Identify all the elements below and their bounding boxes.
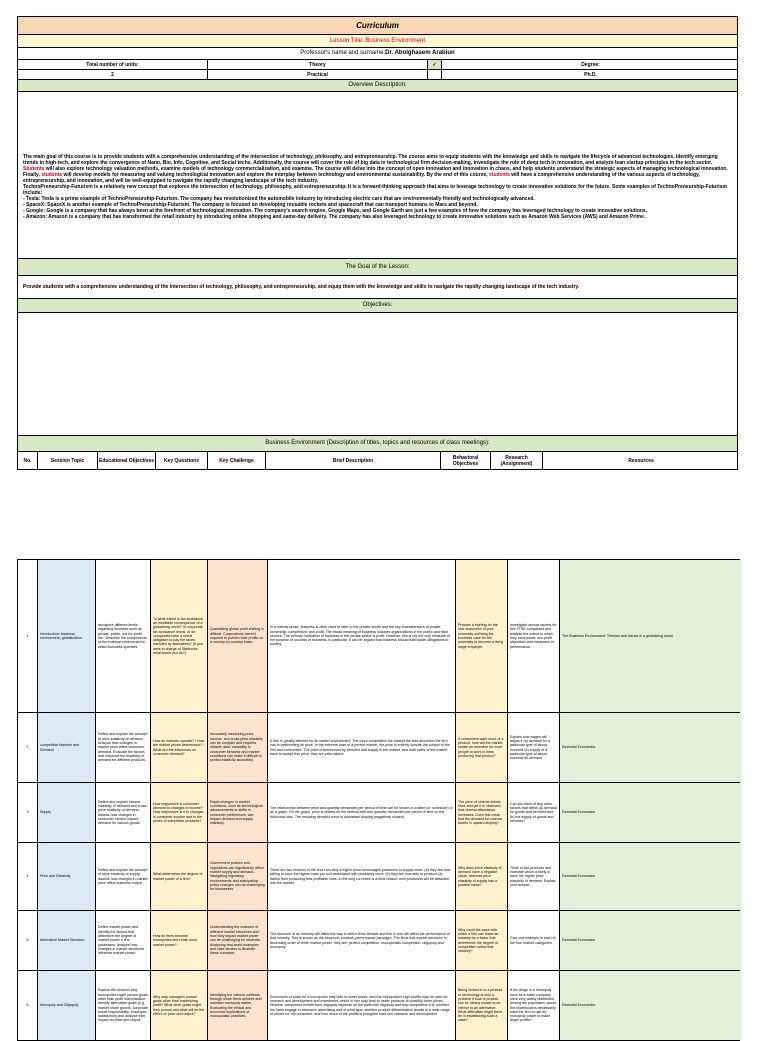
overview-text-highlight: students xyxy=(489,172,510,178)
session-questions: To what extent is tax avoidance an inevitable consequence of a globalizing world? Or corporate tax avoidance moral, or do companies have a moral obligation to pay the taxes intended by lawmakers? (If you were in charge of Starbucks what would you do?) xyxy=(151,560,208,712)
objectives-heading-row xyxy=(17,299,738,313)
column-header: No. xyxy=(18,452,38,469)
meetings-columns-row xyxy=(17,452,738,470)
session-challenge: Quantifying global profit shifting is difficult. Corporations weren't required to publish their profits on a country-by-country basis. xyxy=(208,560,268,712)
lesson-title-row xyxy=(17,35,738,48)
session-behavioral: The price of cinema tickets rises and yet it is observed that cinema attendance increases. Does this mean that the demand for cinema tickets is upward sloping? xyxy=(456,783,508,842)
session-brief: A firm is greatly affected by its market environment. The more competitive the market the less discretion the firm has in determining its price. In the extreme case of a perfect market, the price is entirely outside the control of the firm and consumers. The price is determined by demand and supply in the market, and both sides of the market have to accept this price: they are price takers. xyxy=(268,713,456,782)
overview-heading: Overview Description: xyxy=(348,82,407,88)
session-topic: Introduction: business environment, globalization xyxy=(38,560,96,712)
session-topic: competitive Markets and Demand xyxy=(38,713,96,782)
session-questions: How do firms become monopolies and retain such market power? xyxy=(151,911,208,970)
session-resources: Essential Economics xyxy=(560,971,741,1040)
session-number: 5 xyxy=(18,911,38,970)
overview-text-highlight: Students xyxy=(23,166,45,172)
session-behavioral: Why could the ease with which a firm can leave an industry be a factor that determines the degree of competition within that industry? xyxy=(456,911,508,970)
overview-body xyxy=(17,92,738,259)
session-research: Explain how wages will adjust if (a) demand for a particular type of labour exceeds (b) supply of a particular type of labour exceeds its demand. xyxy=(508,713,560,782)
overview-text-part: The main goal of this course is to provide students with a comprehensive understanding of the intersection of technology, philosophy, and entrepreneurship. The course aims to equip students with the knowledge and skills to navigate the lifecycle of advanced technologies, identify emerging trends in high-tech, and explore the convergence of Nano, Bio, Info, Cognitive, and Social techs. Additionally, the course will cover the role of big data in technological firm decision-making, investigate the role of deep tech in innovation, and analyze lean startup principles in the tech sector. xyxy=(23,154,718,166)
column-header: Key Questions xyxy=(156,452,208,469)
session-research: Think of two products and estimate which is likely to have the higher price elasticity of demand. Explain your answer. xyxy=(508,843,560,910)
session-objectives: Define and explain the concept of price elasticity of demand. Analyze how changes in market price affect consumer demand. Evaluate the factors that influence the elasticity of demand for different products. xyxy=(96,713,151,782)
professor-label: Professor's name and surname: xyxy=(300,50,386,56)
session-research: Can you think of any other factors that affect (a) demand for goods and services and (b) the supply of goods and services? xyxy=(508,783,560,842)
practical-label: Practical xyxy=(208,70,428,79)
session-behavioral: Why does price elasticity of demand have a negative value, whereas price elasticity of supply has a positive value? xyxy=(456,843,508,910)
session-behavioral: Being locked in to a product or technology is only a problem if such a product can be clearly shown to be inferior to an alternative. What difficulties might there be in establishing such a case? xyxy=(456,971,508,1040)
overview-text xyxy=(23,154,732,220)
session-challenge: Government policies and regulations can significantly affect market supply and demand. Navigating regulatory environments and anticipating policy changes can be challenging for businesses. xyxy=(208,843,268,910)
theory-label: Theory xyxy=(208,60,428,69)
overview-text-highlight: students xyxy=(41,172,63,178)
session-challenge: Rapid changes in market conditions, such as technological advancements or shifts in consumer preferences, can impact demand and supply elasticity. xyxy=(208,783,268,842)
lesson-title: Lesson Title: Business Environment xyxy=(329,37,426,44)
column-header: Research (Assignment) xyxy=(491,452,543,469)
theory-check-icon: ✓ xyxy=(428,60,442,69)
session-objectives: Define market power and identify the factors that determine the degree of market power a firm possesses. Analyze how changes in market structures influence market power. xyxy=(96,911,151,970)
curriculum-title: Curriculum xyxy=(356,21,399,30)
overview-text-part: will develop models for measuring and valuing technological innovation and explore the interplay between technology and environmental sustainability. By the end of this course, xyxy=(62,172,490,178)
session-brief: The relationship between price and quantity demanded per period of time can be shown in a table (or 'schedule') or as a graph. On the graph, price is plotted on the vertical axis and quantity demanded per period of time on the horizontal axis. The resulting demand curve is downward sloping (negatively sloped). xyxy=(268,783,456,842)
column-header: Resources xyxy=(628,457,654,464)
session-topic: Alternative Market Structure xyxy=(38,911,96,970)
session-resources: Essential Economics xyxy=(560,713,741,782)
goal-heading: The Goal of the Lesson: xyxy=(345,263,410,270)
goal-heading-row xyxy=(17,259,738,276)
session-resources: The Business Environment: Themes and Issues in a globalizing world xyxy=(560,560,741,712)
units-label: Total number of units: xyxy=(18,60,208,69)
practical-check-box xyxy=(428,70,442,79)
overview-text-part: will have a comprehensive understanding of the various aspects of technology, entrepreneurship, and innovation, and will be well-equipped to navigate the rapidly changing landscape of the tech industry. TechnoPreneurship-Futurism is a relatively new concept that explores the intersection of technology, philosophy, and entrepreneurship. It is a forward-thinking approach that aims to leverage technology to create innovative solutions for the future. Some examples of TechnoPreneurship-Futurism include: - Tesla: Tesla is a prime example of TechnoPreneurship-Futurism. The company has revolutionized the automobile industry by introducing electric cars that are environmentally friendly and technologically advanced. - SpaceX: SpaceX is another example of TechnoPreneurship-Futurism. The company is focused on developing reusable rockets and spacecraft that can transport humans to Mars and beyond. - Google: Google is a company that has always been at the forefront of technological innovation. The company's search engine, Google Maps, and Google Earth are just a few examples of how the company has leveraged technology to create innovative solutions. - Amazon: Amazon is a company that has transformed the retail industry by introducing online shopping and same-day delivery. The company has also leveraged technology to create innovative solutions such as Amazon Web Services (AWS) and Amazon Prime. xyxy=(23,172,727,220)
column-header: Brief Description xyxy=(266,452,441,469)
units-value: 2 xyxy=(18,70,208,79)
session-objectives: Define and explain the concept of price elasticity of supply. Assess how changes in market price affect business output. xyxy=(96,843,151,910)
degree-value: Ph.D. xyxy=(584,71,597,78)
session-resources: Essential Economics xyxy=(560,783,741,842)
goal-body xyxy=(17,276,738,299)
units-value-row xyxy=(17,70,738,80)
column-header: Session Topic xyxy=(38,452,98,469)
overview-text-part: will also explore technology valuation methods, examine models of technology commercialization, and examine. The course will delve into the concept of open innovation and innovation in chaos, and help students understand the strategic aspects of managing technological innovation. Finally, xyxy=(23,166,728,178)
degree-label: Degree: xyxy=(581,61,600,68)
session-brief: The structure of an industry will affect the way in which firms behave and this in turn will affect the performance of that industry. This is known as the structure–conduct–performance paradigm. The firms that market structure. In ascending order of firms' market power, they are: perfect competition, monopolistic competition, oligopoly and monopoly. xyxy=(268,911,456,970)
session-objectives: Explore the reasons why monopolies might pursue goals other than profit maximization. Identify alternative goals (e.g., market share growth, corporate social responsibility, employee satisfaction) and analyze their impact on price and output. xyxy=(96,971,151,1040)
units-header-row xyxy=(17,60,738,70)
session-row xyxy=(17,783,740,843)
session-research: Investigate annual reports for five FTSE companies and analyse the extent to which they incorporate non-profit objectives and measures of performance. xyxy=(508,560,560,712)
session-number: 1 xyxy=(18,560,38,712)
meetings-heading: Business Environment (Description of titles, topics and resources of class meetings): xyxy=(265,440,490,446)
session-research: Give one example in each of the four market categories xyxy=(508,911,560,970)
session-resources: Essential Economics xyxy=(560,843,741,910)
session-row xyxy=(17,843,740,911)
session-topic: Monopoly and Oligopoly xyxy=(38,971,96,1040)
session-questions: Why may managers pursue goals other than maximizing profit? What other goals might they pursue and what will be the effect on price and output? xyxy=(151,971,208,1040)
session-questions: What determines the degree of market power of a firm? xyxy=(151,843,208,910)
session-objectives: Define and explain income elasticity of demand and cross-price elasticity of demand. Assess how changes in consumer income impact demand for various goods. xyxy=(96,783,151,842)
session-challenge: Identifying the various methods through which firms achieve and maintain monopoly status. Evaluating the ethical and economic implications of monopolistic practices. xyxy=(208,971,268,1040)
session-topic: Supply xyxy=(38,783,96,842)
overview-heading-row xyxy=(17,80,738,92)
session-objectives: recognize different levels regarding business such as private, public, not-for-profit etc.; Describe the components of the external environment in which business operates. xyxy=(96,560,151,712)
session-number: 4 xyxy=(18,843,38,910)
objectives-body xyxy=(17,313,738,436)
session-questions: How do markets operate? / How are market prices determined? / What are the influences on consumer demand? xyxy=(151,713,208,782)
professor-row xyxy=(17,48,738,60)
goal-text: Provide students with a comprehensive understanding of the intersection of technology, philosophy, and entrepreneurship, and equip them with the knowledge and skills to navigate the rapidly changing landscape of the tech industry. xyxy=(23,284,580,290)
session-number: 6 xyxy=(18,971,38,1040)
session-behavioral: If consumers want more of a product, how will the market create an incentive for more people to work in firms producing that product? xyxy=(456,713,508,782)
session-brief: In a narrow sense, business is often used to refer to the private sector and the key characteristics of private ownership, competition, and profit. The broad meaning of business includes organizations in the public and third sectors. The primary motivation of business in the private sector is profit. However, this is not the only measure of the purpose or success of business. In particular, it can be argued that business should fulfill wider obligations to society. xyxy=(268,560,456,712)
session-research: If the drugs in a monopoly such as a water company were very widely distributed among the population, would the shareholders necessarily want the firm to use its monopoly power to make larger profits? xyxy=(508,971,560,1040)
curriculum-title-row xyxy=(17,16,738,35)
column-header: Behavioral Objectives xyxy=(441,452,491,469)
session-topic: Price and Elasticity xyxy=(38,843,96,910)
session-number: 3 xyxy=(18,783,38,842)
session-questions: How responsive is consumer demand to changes in income? How responsive is it to changes in consumer income and to the prices of competitor products? xyxy=(151,783,208,842)
session-row xyxy=(17,911,740,971)
session-row xyxy=(17,559,740,713)
session-row xyxy=(17,971,740,1041)
session-challenge: Understanding the nuances of different market structures and how they impact market power can be challenging for students. Analyzing real-world examples and case studies to illustrate these concepts. xyxy=(208,911,268,970)
session-challenge: Accurately measuring price, income, and cross-price elasticity can be complex and requires reliable data. Variability in consumer behavior and market conditions can make it difficult to predict elasticity accurately. xyxy=(208,713,268,782)
session-row xyxy=(17,713,740,783)
session-brief: Economies of scale for a monopolist may lead to lower prices, and the monopolist's high profits may be used for research and development and investment, which in turn may lead to better products at possibly lower prices. Whether consumers benefit from oligopoly depends on the particular oligopoly and how competitive it is; whether the firms engage in extensive advertising and of what type; whether product differentiation results in a wide range of choice for the consumer; and how much of the profits is ploughed back into research and development. xyxy=(268,971,456,1040)
professor-name: Dr. Abolghasem Arabiun xyxy=(385,50,455,56)
column-header: Educational Objectives xyxy=(98,452,156,469)
column-header: Key Challenge xyxy=(208,452,266,469)
session-brief: There are two reasons in the short run why a higher price encourages producers to supply more: (a) they are now willing to incur the higher costs per unit associated with producing more; (b) they are now able to produce (a) switch from producing less profitable lines. In the long run there is a third reason: new producers will be attracted into the market. xyxy=(268,843,456,910)
session-number: 2 xyxy=(18,713,38,782)
objectives-heading: Objectives: xyxy=(362,302,393,308)
session-resources: Essential Economics xyxy=(560,911,741,970)
meetings-heading-row xyxy=(17,436,738,452)
session-behavioral: Prepare a briefing for the vice chancellor of your university outlining the business case for the university to become a living wage employer. xyxy=(456,560,508,712)
